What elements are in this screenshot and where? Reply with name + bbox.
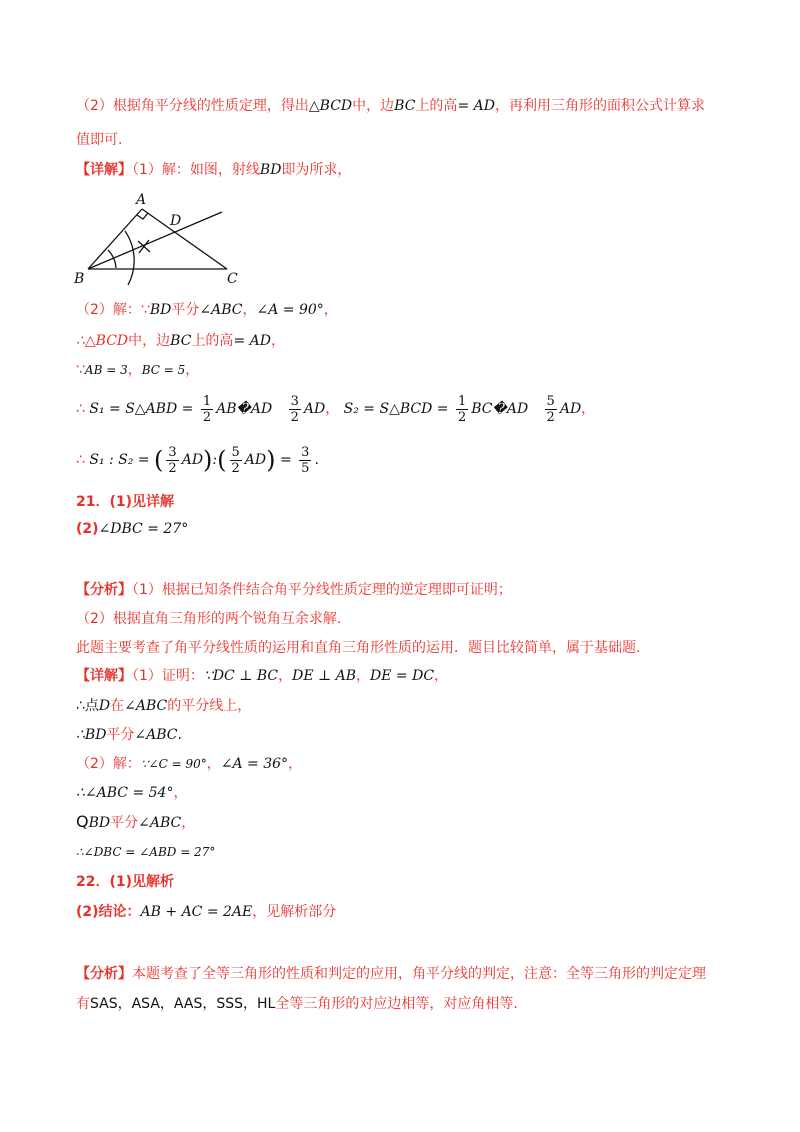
math-answer: AB + AC = 2AE [140, 904, 253, 920]
fraction-num: 5 [546, 393, 555, 409]
hint-text: 中，边 [352, 98, 395, 114]
sol2-line-1 [76, 300, 338, 320]
math-bd: BD [88, 815, 111, 831]
detail-text: ， [206, 756, 221, 772]
hint-line-1 [76, 96, 705, 116]
fraction-den: 2 [168, 460, 177, 476]
detail-line [76, 160, 351, 180]
q22-answer-2 [76, 902, 336, 922]
fraction [289, 394, 301, 425]
q22-title: 22．(1)见解析 [76, 874, 175, 890]
label-a: A [136, 192, 147, 208]
q22-analysis-1 [76, 964, 706, 984]
sol-text: （2）解： [76, 302, 141, 318]
fraction-den: 2 [202, 409, 212, 425]
paren: ( [154, 446, 164, 474]
therefore-symbol: ∴ [76, 401, 85, 417]
detail-text: ∴点 [76, 698, 99, 714]
fraction-num: 3 [168, 444, 177, 460]
detail-text: （1）解：如图，射线 [132, 162, 260, 178]
hint-line-2: 值即可. [76, 132, 123, 148]
ray-bd-line [88, 212, 222, 269]
fraction [230, 445, 242, 476]
sol2-line-2 [76, 331, 285, 351]
fraction-den: 2 [290, 409, 299, 425]
sol2-line-5 [76, 443, 319, 477]
ray-bd: BD [259, 162, 282, 178]
q21-detail-3 [76, 725, 182, 745]
math-ad: AD [303, 401, 326, 417]
sol2-line-4 [76, 392, 595, 426]
math-equal: DE = DC [370, 668, 435, 684]
q-glyph: Q [76, 812, 89, 831]
fraction [545, 394, 557, 425]
detail-text: （2）解： [76, 756, 141, 772]
detail-text: ， [278, 668, 293, 684]
q21-detail-5 [76, 783, 187, 803]
detail-tag: 【详解】 [76, 668, 132, 684]
math-angle: ∠ABC [138, 815, 182, 831]
hint-text: ，再利用三角形的面积公式计算求 [494, 98, 705, 114]
math-perp: DE ⊥ AB [292, 668, 357, 684]
fraction-den: 2 [231, 460, 240, 476]
math-angle-dbc: ∴∠DBC = ∠ABD = 27° [76, 845, 216, 859]
fraction-num: 5 [231, 444, 240, 460]
segment-bc: BC [394, 98, 416, 114]
analysis-text: （1）根据已知条件结合角平分线性质定理的逆定理即可证明； [132, 582, 512, 598]
therefore-symbol: ∴ [76, 452, 85, 468]
q21-analysis-3: 此题主要考查了角平分线性质的运用和直角三角形性质的运用．题目比较简单，属于基础题. [76, 640, 641, 656]
math-bc: BC = 5 [141, 363, 186, 377]
fraction-den: 2 [546, 409, 555, 425]
detail-text: ， [288, 756, 303, 772]
math-perp: ∵DC ⊥ BC [203, 668, 279, 684]
answer-text: ，见解析部分 [252, 904, 337, 920]
q21-detail-1 [76, 666, 448, 686]
math-point: D [98, 698, 111, 714]
q21-answer-2 [76, 519, 188, 539]
label-d: D [170, 213, 182, 229]
math-colon: : [212, 452, 218, 468]
detail-text: 平分 [106, 727, 135, 743]
triangle-figure [70, 188, 250, 288]
math-angle: ∠ABC [134, 727, 178, 743]
label-b: B [74, 271, 85, 287]
math-bc-ad: BC�AD [471, 401, 529, 417]
math-angle: ∠ABC [124, 698, 168, 714]
detail-text: 的平分线上， [167, 698, 252, 714]
math-s2: S₂ = S△BCD = [343, 401, 449, 417]
analysis-tag: 【分析】 [76, 966, 132, 982]
right-angle-mark [137, 213, 148, 219]
math-tri: ∴△BCD [76, 333, 129, 349]
sol-text: 上的高 [191, 333, 234, 349]
equals-ad: = AD [457, 98, 495, 114]
fraction-num: 1 [457, 393, 467, 409]
triangle-bcd: △BCD [308, 98, 353, 114]
paren: ( [217, 446, 227, 474]
side-ac [142, 209, 227, 269]
fraction-num: 3 [301, 444, 310, 460]
detail-text: 平分 [110, 815, 139, 831]
math-angle-c: ∵∠C = 90° [140, 757, 207, 771]
detail-tag: 【详解】 [76, 162, 132, 178]
math-ad: AD [244, 452, 267, 468]
math-angle-abc: ∴∠ABC = 54° [76, 785, 174, 801]
sol-text: 平分 [171, 302, 200, 318]
fraction-den: 2 [457, 409, 467, 425]
sol-text: 中，边 [128, 333, 171, 349]
answer-label: (2)结论： [76, 904, 141, 920]
fraction-num: 1 [202, 393, 212, 409]
detail-text: ， [181, 815, 196, 831]
analysis-tag: 【分析】 [76, 582, 132, 598]
detail-text: ， [356, 668, 371, 684]
analysis-text: 本题考查了全等三角形的性质和判定的应用，角平分线的判定，注意：全等三角形的判定定理 [132, 966, 706, 982]
math-answer: ∠DBC = 27° [98, 521, 189, 537]
detail-text: ， [434, 668, 449, 684]
q21-detail-2 [76, 696, 251, 716]
math-angle-a: ∠A = 36° [220, 756, 289, 772]
math-ab: AB = 3 [84, 363, 128, 377]
math-ratio: S₁ : S₂ = [89, 452, 150, 468]
hint-text: （2）根据角平分线的性质定理，得出 [76, 98, 309, 114]
fraction [201, 394, 213, 425]
math-bd: BD [149, 302, 172, 318]
sol-text: ， [581, 401, 596, 417]
congruence-criteria: SAS，ASA，AAS，SSS，HL [90, 996, 276, 1012]
fraction-num: 3 [290, 393, 299, 409]
label-c: C [227, 271, 238, 287]
detail-text: （1）证明： [132, 668, 204, 684]
math-eq: = [279, 452, 292, 468]
analysis-text: 有 [76, 996, 90, 1012]
sol-text: ， [185, 362, 200, 378]
sol-text: ， [127, 362, 142, 378]
paren: ) [203, 446, 213, 474]
sol-text: . [314, 452, 319, 468]
fraction [456, 394, 468, 425]
math-ad: = AD [233, 333, 271, 349]
q21-detail-6 [76, 812, 195, 833]
fraction [299, 445, 311, 476]
math-ad: AD [181, 452, 204, 468]
paren: ) [266, 446, 276, 474]
q21-analysis-2: （2）根据直角三角形的两个锐角互余求解. [76, 611, 342, 627]
q21-analysis-1 [76, 580, 512, 600]
math-angle-a: ∠A = 90° [256, 302, 324, 318]
fraction [166, 445, 178, 476]
detail-text: . [177, 727, 182, 743]
arc-large [125, 231, 134, 285]
math-s1: S₁ = S△ABD = [89, 401, 194, 417]
math-angle: ∠ABC [199, 302, 243, 318]
q21-detail-4 [76, 754, 302, 774]
math-bc: BC [170, 333, 192, 349]
math-ab-ad: AB�AD [216, 401, 273, 417]
hint-text: 上的高 [415, 98, 458, 114]
analysis-text: 全等三角形的对应边相等，对应角相等. [275, 996, 518, 1012]
sol-text: ， [323, 302, 338, 318]
math-ad: AD [559, 401, 582, 417]
detail-text: 即为所求， [281, 162, 352, 178]
sol-text: ， [242, 302, 257, 318]
q22-analysis-2 [76, 994, 518, 1014]
math-bd: ∴BD [76, 727, 107, 743]
answer-label: (2) [76, 521, 99, 537]
q21-detail-7 [76, 842, 215, 862]
fraction-den: 5 [301, 460, 310, 476]
because-symbol: ∵ [140, 302, 150, 318]
detail-text: ， [173, 785, 188, 801]
sol2-line-3 [76, 360, 199, 380]
q21-title: 21．(1)见详解 [76, 494, 175, 510]
sol-text: ， [325, 401, 340, 417]
sol-text: ， [270, 333, 285, 349]
detail-text: 在 [110, 698, 125, 714]
because-symbol: ∵ [76, 362, 85, 378]
